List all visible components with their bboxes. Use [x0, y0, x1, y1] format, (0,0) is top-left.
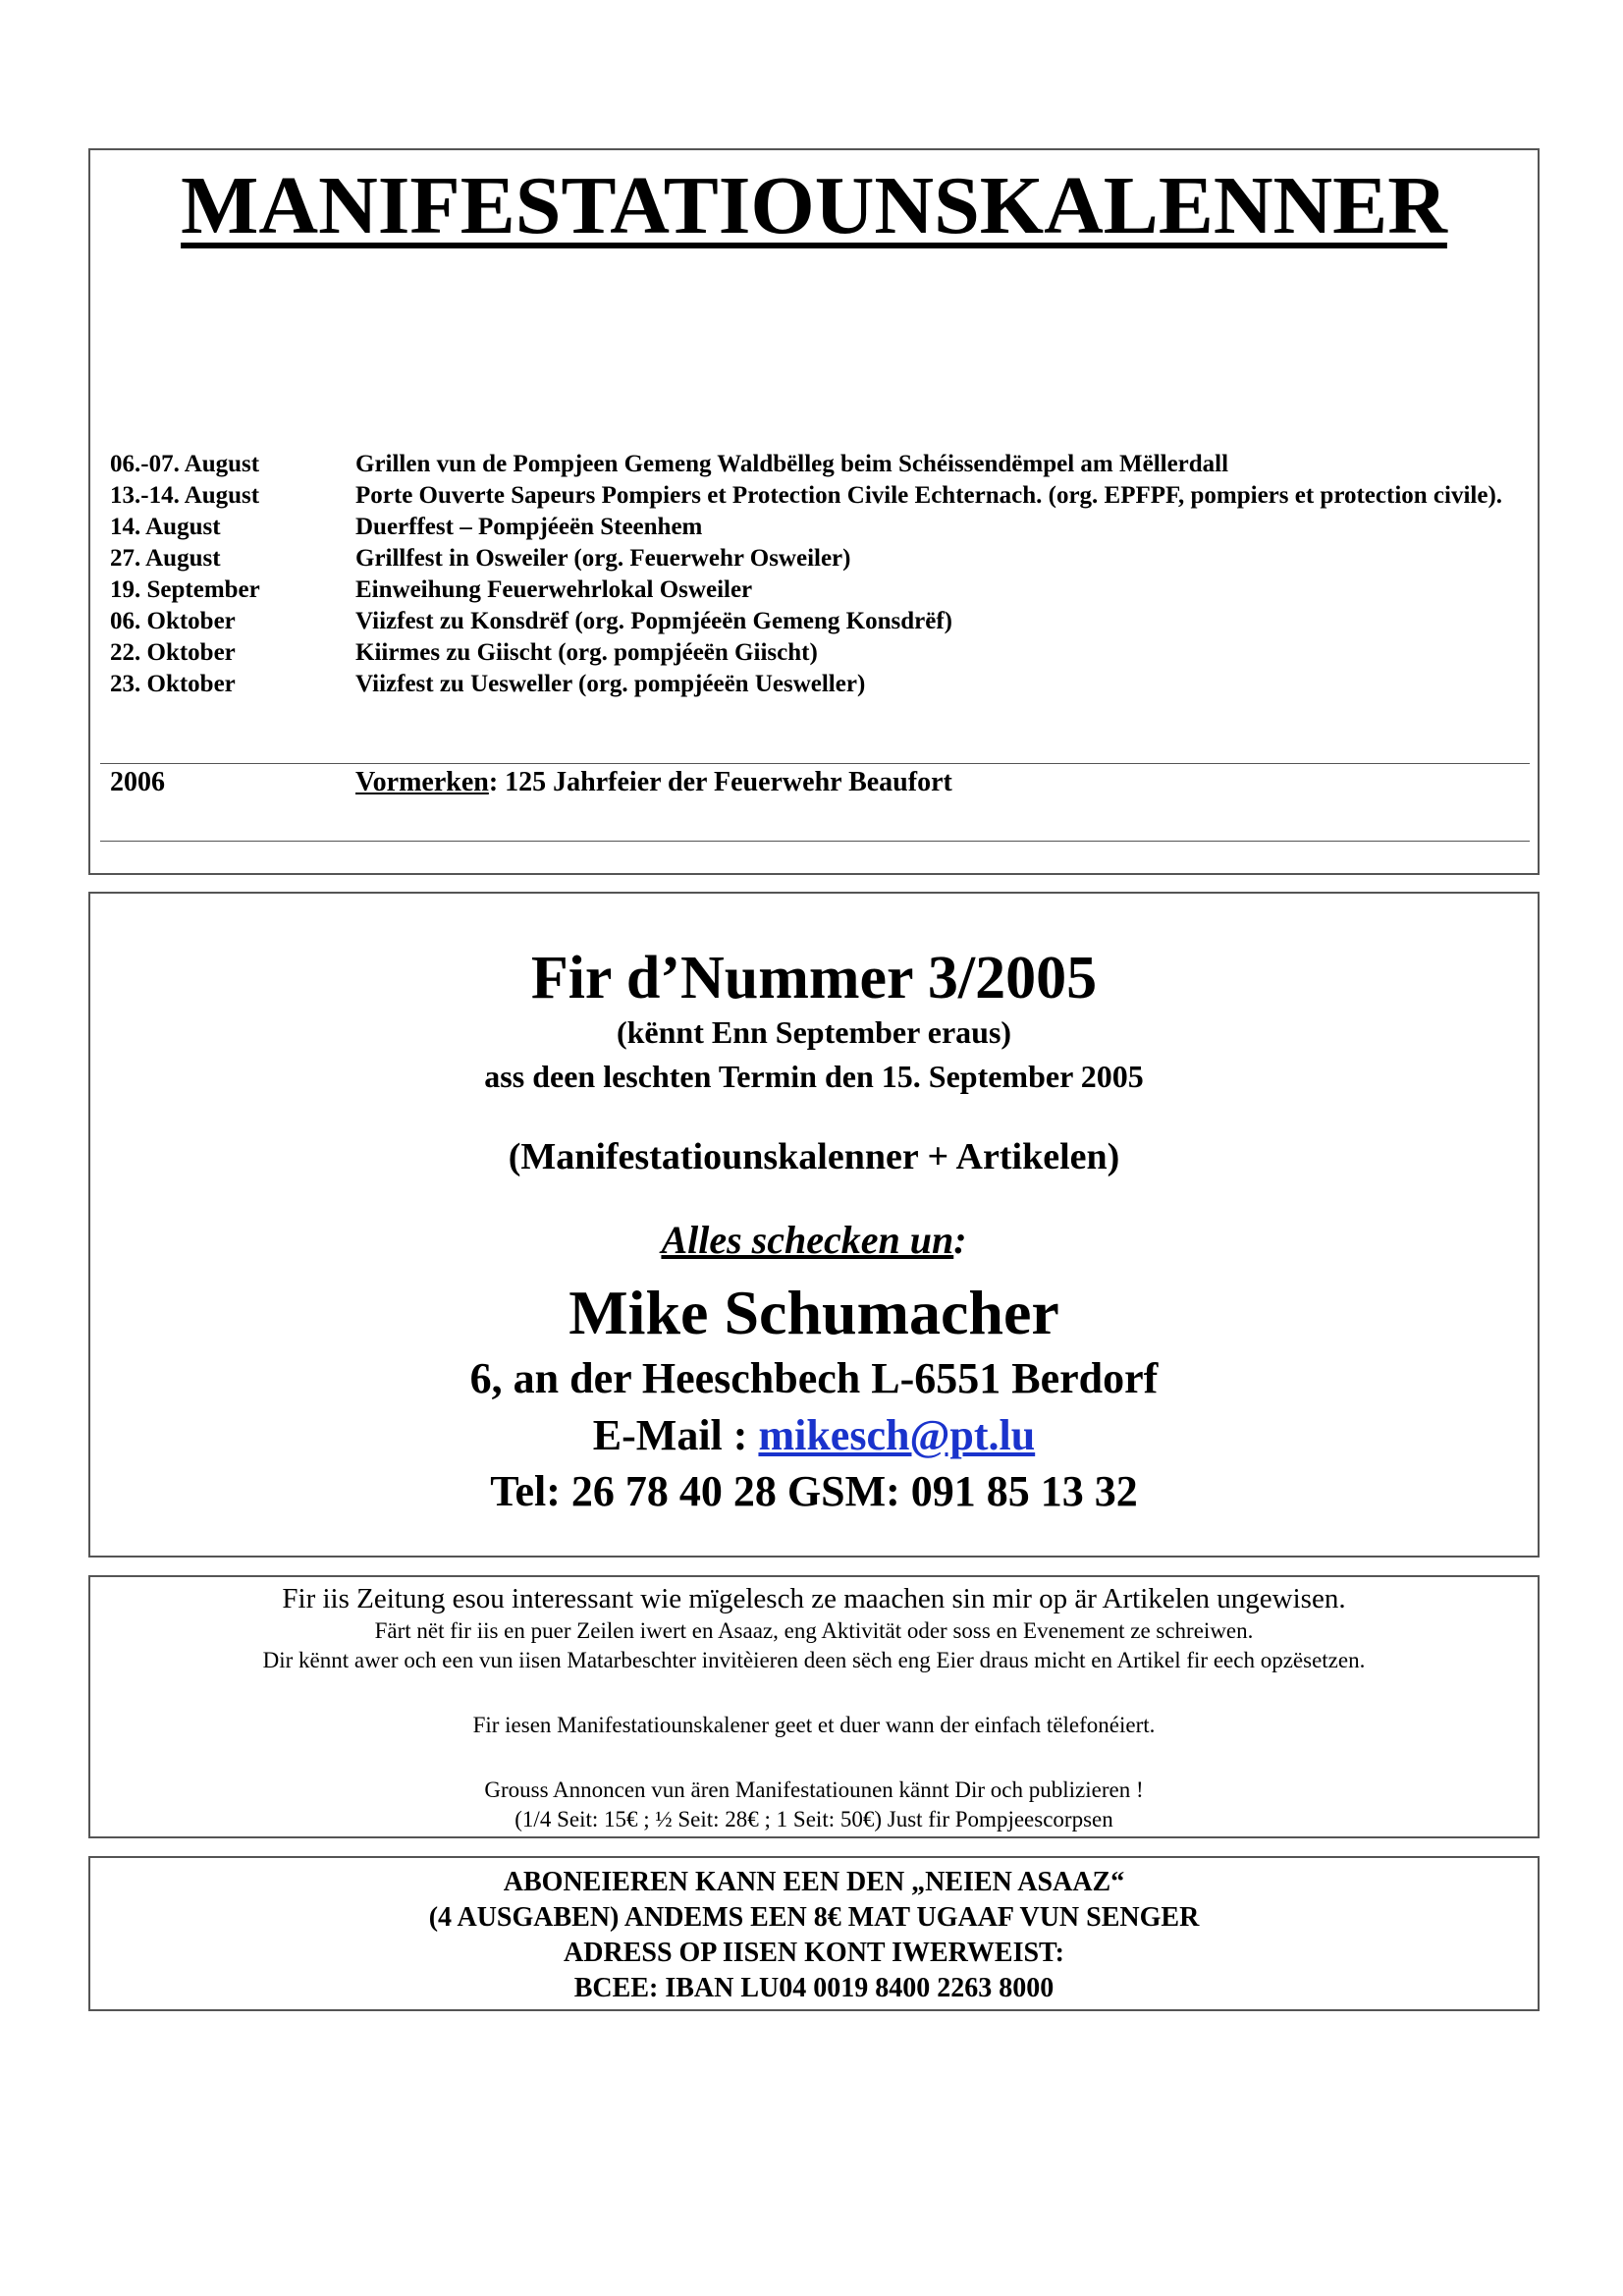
note-label: Vormerken	[355, 767, 489, 797]
list-item	[110, 574, 1514, 606]
event-date: 06.-07. August	[110, 451, 260, 477]
event-date: 06. Oktober	[110, 608, 236, 634]
event-description: Porte Ouverte Sapeurs Pompiers et Protection Civile Echternach. (org. EPFPF, pompiers et protection civile).	[355, 482, 1503, 509]
contact-address: 6, an der Heeschbech L-6551 Berdorf	[469, 1354, 1159, 1402]
list-item	[110, 669, 1514, 700]
list-item	[110, 449, 1514, 480]
event-description: Grillen vun de Pompjeen Gemeng Waldbëlleg beim Schéissendëmpel am Mëllerdall	[355, 451, 1229, 477]
event-description: Viizfest zu Uesweller (org. pompjéeën Uesweller)	[355, 671, 866, 697]
deadline-heading: Fir d’Nummer 3/2005	[530, 945, 1098, 1011]
event-list	[110, 449, 1514, 700]
note-text: : 125 Jahrfeier der Feuerwehr Beaufort	[488, 767, 952, 797]
event-date: 27. August	[110, 545, 221, 572]
send-to-label: Alles schecken un:	[661, 1218, 967, 1262]
info-line2: Färt nët fir iis en puer Zeilen iwert en Asaaz, eng Aktivität oder soss en Evenement ze schreiwen.	[374, 1618, 1254, 1643]
deadline-box	[88, 892, 1540, 1558]
info-line1: Fir iis Zeitung esou interessant wie mïgelesch ze maachen sin mir op är Artikelen ungewisen.	[282, 1583, 1346, 1614]
note-year: 2006	[110, 767, 165, 797]
subscribe-line2: (4 AUSGABEN) ANDEMS EEN 8€ MAT UGAAF VUN SENGER	[428, 1902, 1200, 1933]
event-date: 13.-14. August	[110, 482, 260, 509]
event-description: Einweihung Feuerwehrlokal Osweiler	[355, 576, 753, 603]
event-description: Viizfest zu Konsdrëf (org. Popmjéeën Gemeng Konsdrëf)	[355, 608, 952, 634]
info-box	[88, 1575, 1540, 1838]
divider	[100, 841, 1530, 842]
divider	[100, 763, 1530, 764]
calendar-title: MANIFESTATIOUNSKALENNER	[181, 160, 1447, 251]
list-item	[110, 606, 1514, 637]
subscribe-box	[88, 1856, 1540, 2011]
info-line6: (1/4 Seit: 15€ ; ½ Seit: 28€ ; 1 Seit: 50€) Just fir Pompjeescorpsen	[514, 1807, 1113, 1831]
info-line4: Fir iesen Manifestatiounskalener geet et duer wann der einfach tëlefonéiert.	[472, 1713, 1156, 1737]
event-date: 22. Oktober	[110, 639, 236, 666]
contact-phone: Tel: 26 78 40 28 GSM: 091 85 13 32	[490, 1467, 1138, 1515]
note-row	[110, 767, 952, 798]
contact-email-row: E-Mail : mikesch@pt.lu	[592, 1411, 1036, 1459]
event-description: Duerffest – Pompjéeën Steenhem	[355, 514, 703, 540]
deadline-line3: (Manifestatiounskalenner + Artikelen)	[508, 1136, 1120, 1177]
list-item	[110, 543, 1514, 574]
subscribe-line3: ADRESS OP IISEN KONT IWERWEIST:	[564, 1938, 1064, 1968]
contact-name: Mike Schumacher	[568, 1278, 1059, 1347]
list-item	[110, 512, 1514, 543]
event-description: Kiirmes zu Giischt (org. pompjéeën Giischt)	[355, 639, 818, 666]
calendar-box	[88, 148, 1540, 875]
info-line3: Dir kënnt awer och een vun iisen Matarbeschter invitèieren deen sëch eng Eier draus micht en Artikel fir eech opzësetzen.	[262, 1648, 1366, 1672]
list-item	[110, 637, 1514, 669]
list-item	[110, 480, 1514, 512]
deadline-line2: ass deen leschten Termin den 15. September 2005	[484, 1059, 1144, 1094]
event-description: Grillfest in Osweiler (org. Feuerwehr Osweiler)	[355, 545, 851, 572]
subscribe-iban: BCEE: IBAN LU04 0019 8400 2263 8000	[573, 1973, 1055, 2003]
event-date: 14. August	[110, 514, 221, 540]
event-date: 19. September	[110, 576, 260, 603]
note-content	[355, 767, 952, 798]
event-date: 23. Oktober	[110, 671, 236, 697]
deadline-line1: (kënnt Enn September eraus)	[616, 1014, 1012, 1050]
info-line5: Grouss Annoncen vun ären Manifestatiounen kännt Dir och publizieren !	[484, 1777, 1144, 1802]
email-link[interactable]: mikesch@pt.lu	[758, 1411, 1036, 1459]
subscribe-line1: ABONEIEREN KANN EEN DEN „NEIEN ASAAZ“	[503, 1867, 1125, 1897]
